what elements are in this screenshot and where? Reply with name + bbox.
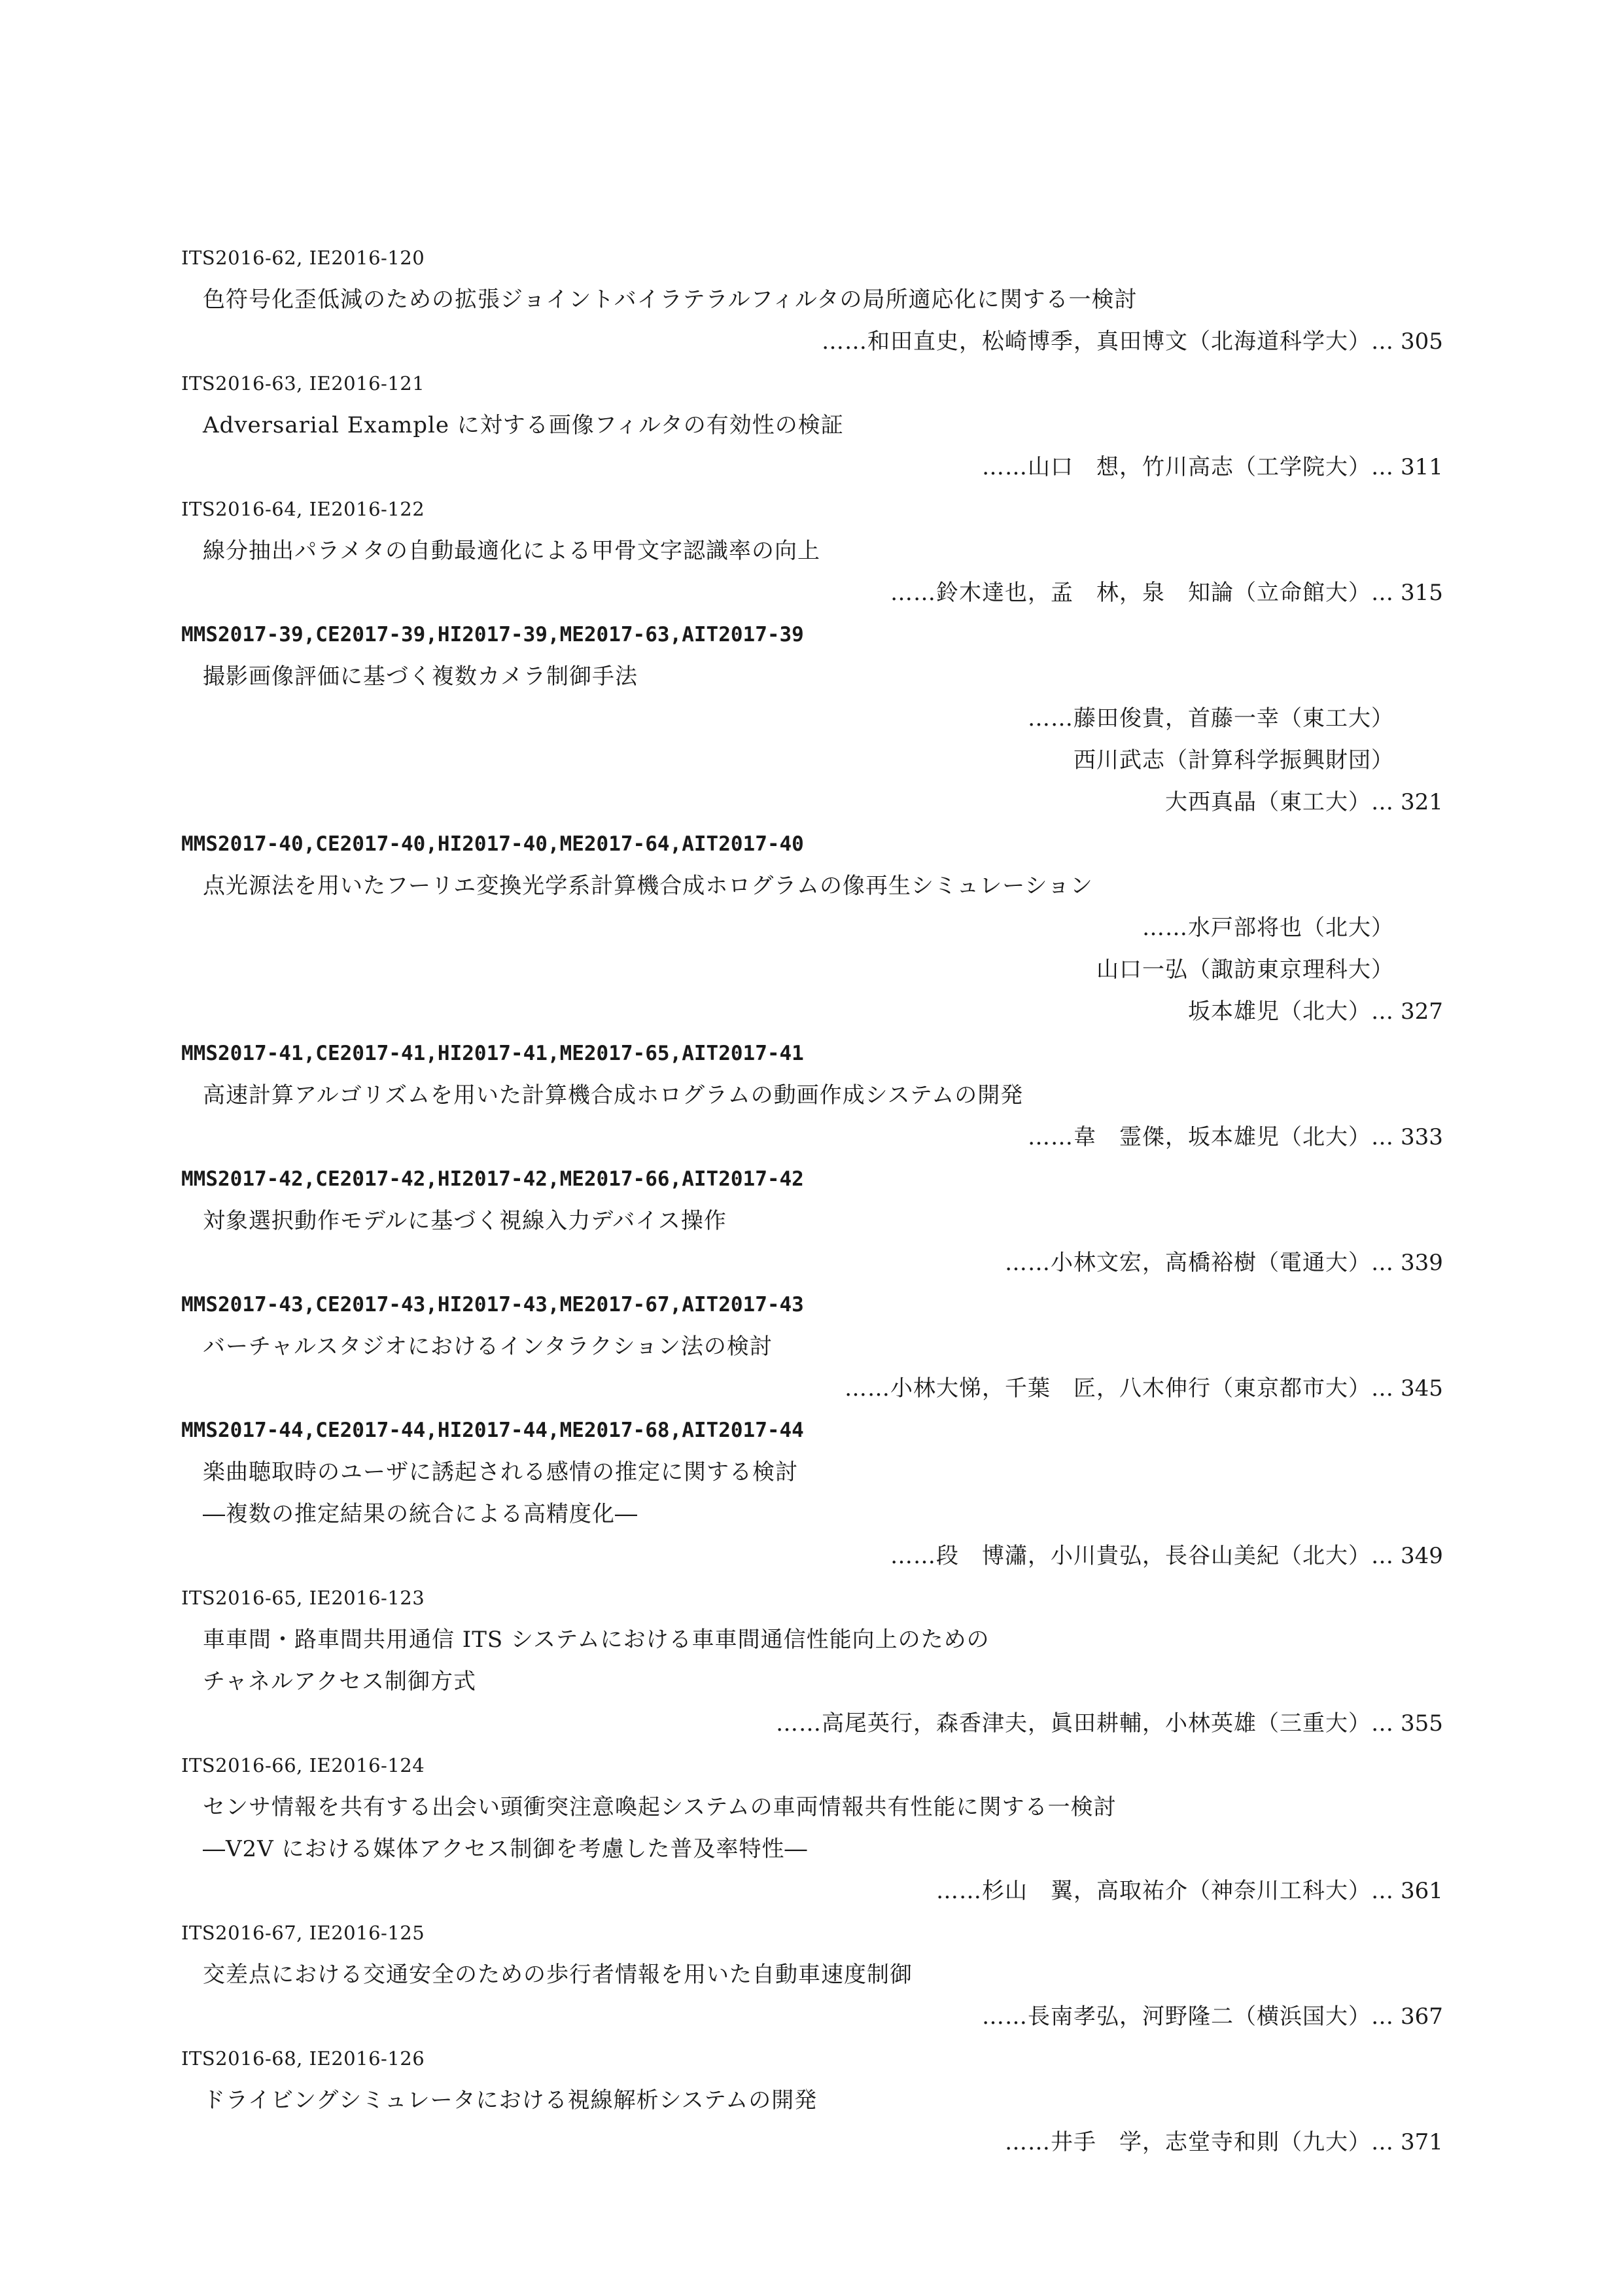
author-text: ……小林大悌，千葉 匠，八木伸行（東京都市大）… (845, 1375, 1394, 1402)
author-text: ……高尾英行，森香津夫，眞田耕輔，小林英雄（三重大）… (776, 1710, 1394, 1737)
paper-code: ITS2016-62, IE2016-120 (181, 247, 425, 269)
paper-title: 高速計算アルゴリズムを用いた計算機合成ホログラムの動画作成システムの開発 (203, 1082, 1024, 1108)
toc-entry (181, 237, 1443, 362)
author-text: ……小林文宏，高橋裕樹（電通大）… (1005, 1250, 1394, 1276)
paper-authors (181, 1242, 1443, 1284)
toc-entry (181, 1284, 1443, 1409)
toc-entry (181, 362, 1443, 488)
paper-title: ―V2V における媒体アクセス制御を考慮した普及率特性― (203, 1836, 808, 1862)
paper-authors (181, 1996, 1443, 2038)
toc-entry (181, 2038, 1443, 2163)
author-text: 西川武志（計算科学振興財団） (1073, 747, 1394, 773)
author-text: ……井手 学，志堂寺和則（九大）… (1005, 2129, 1394, 2155)
paper-authors (181, 907, 1437, 949)
author-text: ……水戸部将也（北大） (1142, 915, 1394, 941)
author-text: 大西真晶（東工大）… (1165, 789, 1394, 815)
paper-title: 線分抽出パラメタの自動最適化による甲骨文字認識率の向上 (203, 538, 820, 564)
paper-code: MMS2017-41,CE2017-41,HI2017-41,ME2017-65,AIT2017-41 (181, 1042, 804, 1065)
toc-entry (181, 823, 1443, 1033)
paper-authors (181, 698, 1437, 739)
author-text: ……杉山 翼，高取祐介（神奈川工科大）… (936, 1878, 1394, 1904)
paper-authors (181, 781, 1443, 823)
paper-authors (181, 1703, 1443, 1744)
paper-code: ITS2016-68, IE2016-126 (181, 2047, 425, 2070)
paper-authors (181, 1535, 1443, 1577)
page-number: 367 (1401, 2004, 1443, 2030)
paper-authors (181, 739, 1437, 781)
paper-authors (181, 949, 1437, 991)
toc-entry (181, 1577, 1443, 1744)
paper-code: ITS2016-64, IE2016-122 (181, 498, 425, 520)
paper-title: 撮影画像評価に基づく複数カメラ制御手法 (203, 663, 638, 690)
author-text: ……段 博瀟，小川貴弘，長谷山美紀（北大）… (890, 1543, 1394, 1569)
paper-title: ―複数の推定結果の統合による高精度化― (203, 1501, 638, 1527)
paper-authors (181, 991, 1443, 1033)
author-text: ……長南孝弘，河野隆二（横浜国大）… (982, 2004, 1394, 2030)
paper-authors (181, 1368, 1443, 1409)
toc-entry (181, 1158, 1443, 1284)
author-text: 山口一弘（諏訪東京理科大） (1096, 957, 1394, 983)
page-number: 361 (1401, 1878, 1443, 1904)
author-text: ……鈴木達也，孟 林，泉 知論（立命館大）… (890, 580, 1394, 606)
page-number: 305 (1401, 328, 1443, 355)
toc-entry (181, 488, 1443, 614)
paper-title: 車車間・路車間共用通信 ITS システムにおける車車間通信性能向上のための (203, 1627, 990, 1653)
table-of-contents (181, 237, 1443, 2163)
paper-title: 点光源法を用いたフーリエ変換光学系計算機合成ホログラムの像再生シミュレーション (203, 873, 1093, 899)
toc-entry (181, 1409, 1443, 1577)
page-number: 311 (1401, 454, 1443, 480)
paper-authors (181, 1870, 1443, 1912)
paper-authors (181, 572, 1443, 614)
paper-code: ITS2016-67, IE2016-125 (181, 1922, 425, 1944)
paper-authors (181, 321, 1443, 362)
page-number: 333 (1401, 1124, 1443, 1150)
author-text: ……山口 想，竹川高志（工学院大）… (982, 454, 1394, 480)
paper-authors (181, 446, 1443, 488)
paper-code: MMS2017-42,CE2017-42,HI2017-42,ME2017-66,AIT2017-42 (181, 1167, 804, 1191)
paper-code: MMS2017-44,CE2017-44,HI2017-44,ME2017-68,AIT2017-44 (181, 1419, 804, 1442)
page-number: 345 (1401, 1375, 1443, 1402)
paper-title: ドライビングシミュレータにおける視線解析システムの開発 (203, 2087, 818, 2113)
paper-title: 楽曲聴取時のユーザに誘起される感情の推定に関する検討 (203, 1459, 798, 1485)
toc-entry (181, 1033, 1443, 1158)
paper-authors (181, 2121, 1443, 2163)
page-number: 349 (1401, 1543, 1443, 1569)
page-number: 315 (1401, 580, 1443, 606)
paper-code: ITS2016-66, IE2016-124 (181, 1754, 425, 1776)
toc-entry (181, 614, 1443, 823)
paper-title: センサ情報を共有する出会い頭衝突注意喚起システムの車両情報共有性能に関する一検討 (203, 1794, 1117, 1820)
author-text: ……和田直史，松崎博季，真田博文（北海道科学大）… (822, 328, 1394, 355)
page-number: 355 (1401, 1710, 1443, 1737)
page-number: 327 (1401, 998, 1443, 1025)
paper-code: MMS2017-43,CE2017-43,HI2017-43,ME2017-67,AIT2017-43 (181, 1293, 804, 1316)
author-text: ……藤田俊貴，首藤一幸（東工大） (1028, 705, 1394, 732)
paper-authors (181, 1116, 1443, 1158)
paper-title: 交差点における交通安全のための歩行者情報を用いた自動車速度制御 (203, 1962, 913, 1988)
paper-title: 色符号化歪低減のための拡張ジョイントバイラテラルフィルタの局所適応化に関する一検討 (203, 287, 1138, 313)
paper-title: チャネルアクセス制御方式 (203, 1669, 476, 1695)
toc-entry (181, 1744, 1443, 1912)
author-text: ……韋 霊傑，坂本雄児（北大）… (1028, 1124, 1394, 1150)
paper-code: ITS2016-63, IE2016-121 (181, 372, 425, 395)
paper-code: MMS2017-40,CE2017-40,HI2017-40,ME2017-64,AIT2017-40 (181, 832, 804, 856)
author-text: 坂本雄児（北大）… (1188, 998, 1394, 1025)
page-number: 339 (1401, 1250, 1443, 1276)
page-number: 321 (1401, 789, 1443, 815)
page-number: 371 (1401, 2129, 1443, 2155)
toc-entry (181, 1912, 1443, 2038)
paper-title: バーチャルスタジオにおけるインタラクション法の検討 (203, 1333, 773, 1360)
paper-code: MMS2017-39,CE2017-39,HI2017-39,ME2017-63,AIT2017-39 (181, 623, 804, 646)
paper-code: ITS2016-65, IE2016-123 (181, 1587, 425, 1609)
paper-title: Adversarial Example に対する画像フィルタの有効性の検証 (203, 412, 844, 438)
paper-title: 対象選択動作モデルに基づく視線入力デバイス操作 (203, 1208, 727, 1234)
